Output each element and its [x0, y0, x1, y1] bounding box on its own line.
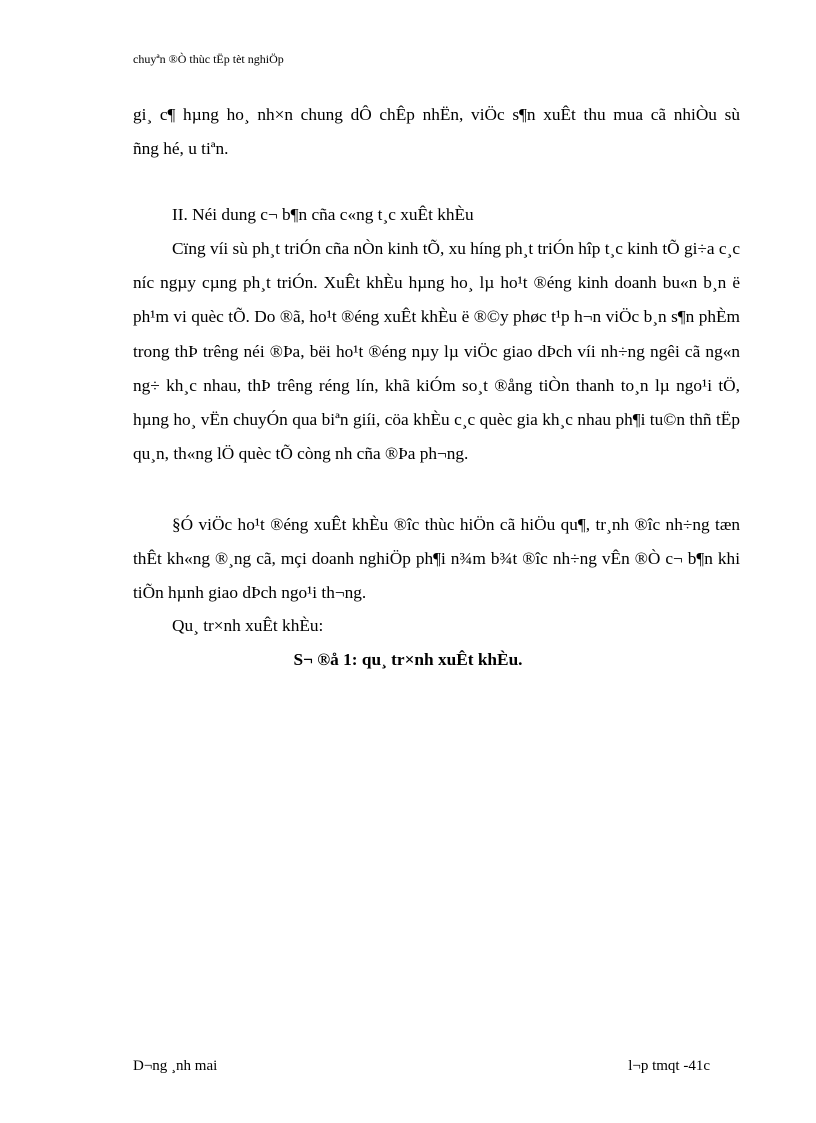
paragraph-continuation — [133, 98, 740, 166]
diagram-caption: S¬ ®å 1: qu¸ tr×nh xuÊt khÈu. — [293, 650, 523, 669]
footer-author: D¬ng ¸nh mai — [133, 1058, 218, 1074]
paragraph-line: gi¸ c¶ hµng ho¸ nh×n chung dÔ chÊp nhËn, viÖc s¶n xuÊt thu mua cã nhiÒu sù — [133, 105, 740, 124]
page-header: chuyªn ®Ò thùc tËp tèt nghiÖp — [133, 52, 284, 66]
paragraph-line: ñng hé, u tiªn. — [133, 139, 229, 159]
footer-class: l¬p tmqt -41c — [628, 1058, 710, 1074]
paragraph-export-effectiveness: §Ó viÖc ho¹t ®éng xuÊt khÈu ®îc thùc hiÖn cã hiÖu qu¶, tr¸nh ®îc nh÷ng tæn thÊt kh«ng ®¸ng cã, mçi doanh nghiÖp ph¶i n¾m b¾t ®îc nh÷ng vÊn ®Ò c¬ b¶n khi tiÕn hµnh giao dÞch ngo¹i th¬ng. — [133, 515, 740, 603]
paragraph-export-process: Qu¸ tr×nh xuÊt khÈu: — [172, 616, 324, 635]
paragraph-export-overview: Cïng víi sù ph¸t triÓn cña nÒn kinh tÕ, xu híng ph¸t triÓn hîp t¸c kinh tÕ gi÷a c¸c níc ngµy cµng ph¸t triÓn. XuÊt khÈu hµng ho¸ lµ ho¹t ®éng kinh doanh bu«n b¸n ë ph¹m vi quèc tÕ. Do ®ã, ho¹t ®éng xuÊt khÈu ë ®©y phøc t¹p h¬n viÖc b¸n s¶n phÈm trong thÞ trêng néi ®Þa, bëi ho¹t ®éng nµy lµ viÖc giao dÞch víi nh÷ng ngêi cã ng«n ng÷ kh¸c nhau, thÞ trêng réng lín, khã kiÓm so¸t ®ång tiÒn thanh to¸n lµ ngo¹i tÖ, hµng ho¸ vËn chuyÓn qua biªn giíi, cöa khÈu c¸c quèc gia kh¸c nhau ph¶i tu©n thñ tËp qu¸n, th«ng lÖ quèc tÕ còng nh cña ®Þa ph¬ng. — [133, 239, 740, 464]
section-heading: II. Néi dung c¬ b¶n cña c«ng t¸c xuÊt khÈu — [172, 205, 474, 224]
